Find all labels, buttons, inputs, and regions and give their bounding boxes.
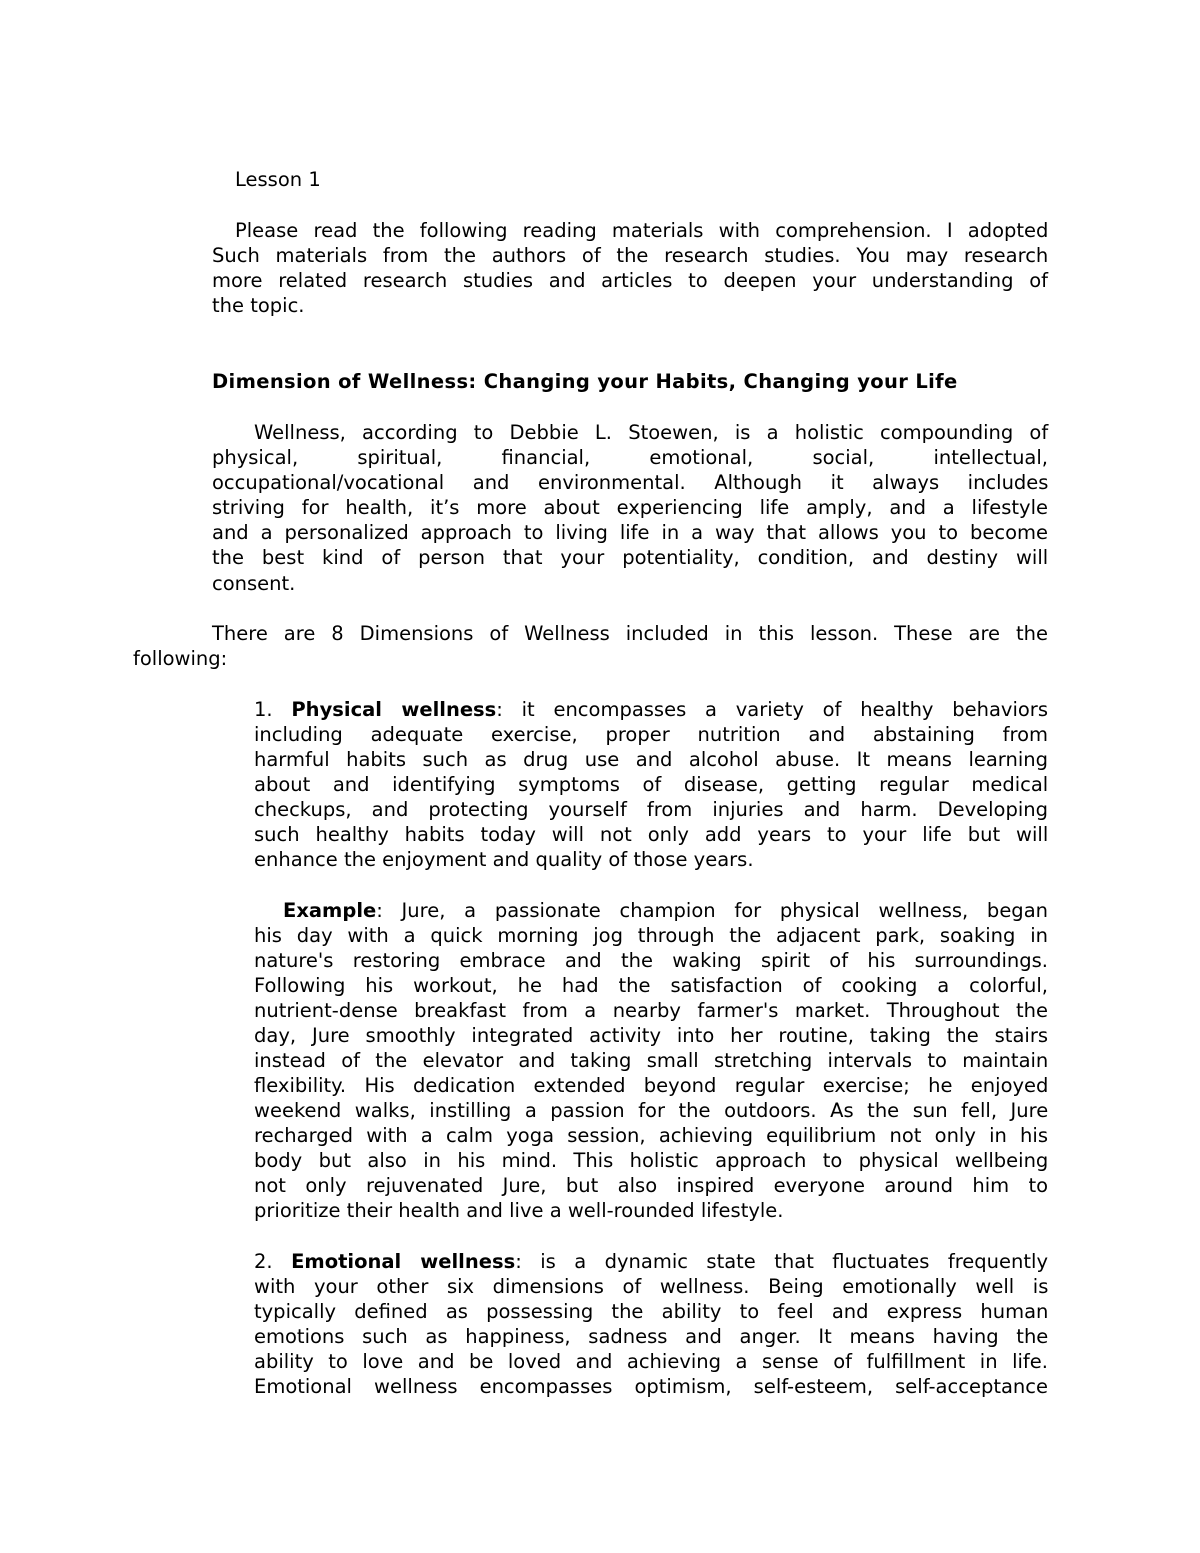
example-line-6: day, Jure smoothly integrated activity into her routine, taking the stairs: [254, 1024, 1049, 1047]
item1-line-3: harmful habits such as drug use and alcohol abuse. It means learning: [254, 748, 1048, 771]
example-line-4: Following his workout, he had the satisfaction of cooking a colorful,: [254, 974, 1048, 997]
dimensions-intro-line-1: There are 8 Dimensions of Wellness included in this lesson. These are the: [212, 622, 1048, 645]
example-line-11: body but also in his mind. This holistic approach to physical wellbeing: [254, 1149, 1049, 1172]
wellness-line-6: the best kind of person that your potentiality, condition, and destiny will: [212, 546, 1049, 569]
example-first-line: [283, 898, 1048, 923]
item1-line-4: about and identifying symptoms of disease, getting regular medical: [254, 773, 1049, 796]
item1-term: Physical wellness: [291, 698, 497, 721]
example-line-13: prioritize their health and live a well-rounded lifestyle.: [254, 1199, 784, 1222]
example-line-7: instead of the elevator and taking small stretching intervals to maintain: [254, 1049, 1049, 1072]
intro-line-2: Such materials from the authors of the research studies. You may research: [212, 244, 1049, 267]
wellness-line-1: Wellness, according to Debbie L. Stoewen, is a holistic compounding of: [254, 421, 1049, 444]
lesson-label: Lesson 1: [235, 168, 321, 191]
item1-line-2: including adequate exercise, proper nutrition and abstaining from: [254, 723, 1049, 746]
wellness-line-5: and a personalized approach to living life in a way that allows you to become: [212, 521, 1048, 544]
wellness-line-7: consent.: [212, 572, 296, 595]
item2-line-3: typically defined as possessing the ability to feel and express human: [254, 1300, 1049, 1323]
wellness-line-3: occupational/vocational and environmental. Although it always includes: [212, 471, 1049, 494]
example-first-rest: : Jure, a passionate champion for physical wellness, began: [376, 899, 1048, 922]
intro-line-4: the topic.: [212, 294, 305, 317]
wellness-line-4: striving for health, it’s more about experiencing life amply, and a lifestyle: [212, 496, 1048, 519]
item1-line-5: checkups, and protecting yourself from injuries and harm. Developing: [254, 798, 1049, 821]
example-line-10: recharged with a calm yoga session, achieving equilibrium not only in his: [254, 1124, 1048, 1147]
item1-line-6: such healthy habits today will not only add years to your life but will: [254, 823, 1049, 846]
intro-line-3: more related research studies and articles to deepen your understanding of: [212, 269, 1049, 292]
item2-line-6: Emotional wellness encompasses optimism, self-esteem, self-acceptance: [254, 1375, 1048, 1398]
item2-line-2: with your other six dimensions of wellness. Being emotionally well is: [254, 1275, 1049, 1298]
example-label: Example: [283, 899, 377, 922]
item2-term: Emotional wellness: [291, 1250, 516, 1273]
item2-first-line: [254, 1249, 1048, 1274]
intro-line-1: Please read the following reading materials with comprehension. I adopted: [235, 219, 1049, 242]
item1-number: 1.: [254, 698, 273, 721]
section-heading: Dimension of Wellness: Changing your Habits, Changing your Life: [212, 370, 958, 393]
example-line-5: nutrient-dense breakfast from a nearby farmer's market. Throughout the: [254, 999, 1048, 1022]
item1-line-7: enhance the enjoyment and quality of those years.: [254, 848, 754, 871]
example-line-3: nature's restoring embrace and the waking spirit of his surroundings.: [254, 949, 1048, 972]
example-line-9: weekend walks, instilling a passion for the outdoors. As the sun fell, Jure: [254, 1099, 1049, 1122]
item2-number: 2.: [254, 1250, 273, 1273]
wellness-line-2: physical, spiritual, financial, emotional, social, intellectual,: [212, 446, 1048, 469]
item2-first-rest: : is a dynamic state that fluctuates frequently: [515, 1250, 1048, 1273]
item1-first-line: [254, 697, 1048, 722]
example-line-2: his day with a quick morning jog through the adjacent park, soaking in: [254, 924, 1048, 947]
item2-line-5: ability to love and be loved and achieving a sense of fulfillment in life.: [254, 1350, 1048, 1373]
example-line-12: not only rejuvenated Jure, but also inspired everyone around him to: [254, 1174, 1049, 1197]
item2-line-4: emotions such as happiness, sadness and anger. It means having the: [254, 1325, 1049, 1348]
example-line-8: flexibility. His dedication extended beyond regular exercise; he enjoyed: [254, 1074, 1049, 1097]
dimensions-intro-line-2: following:: [133, 647, 228, 670]
item1-first-rest: : it encompasses a variety of healthy behaviors: [496, 698, 1048, 721]
